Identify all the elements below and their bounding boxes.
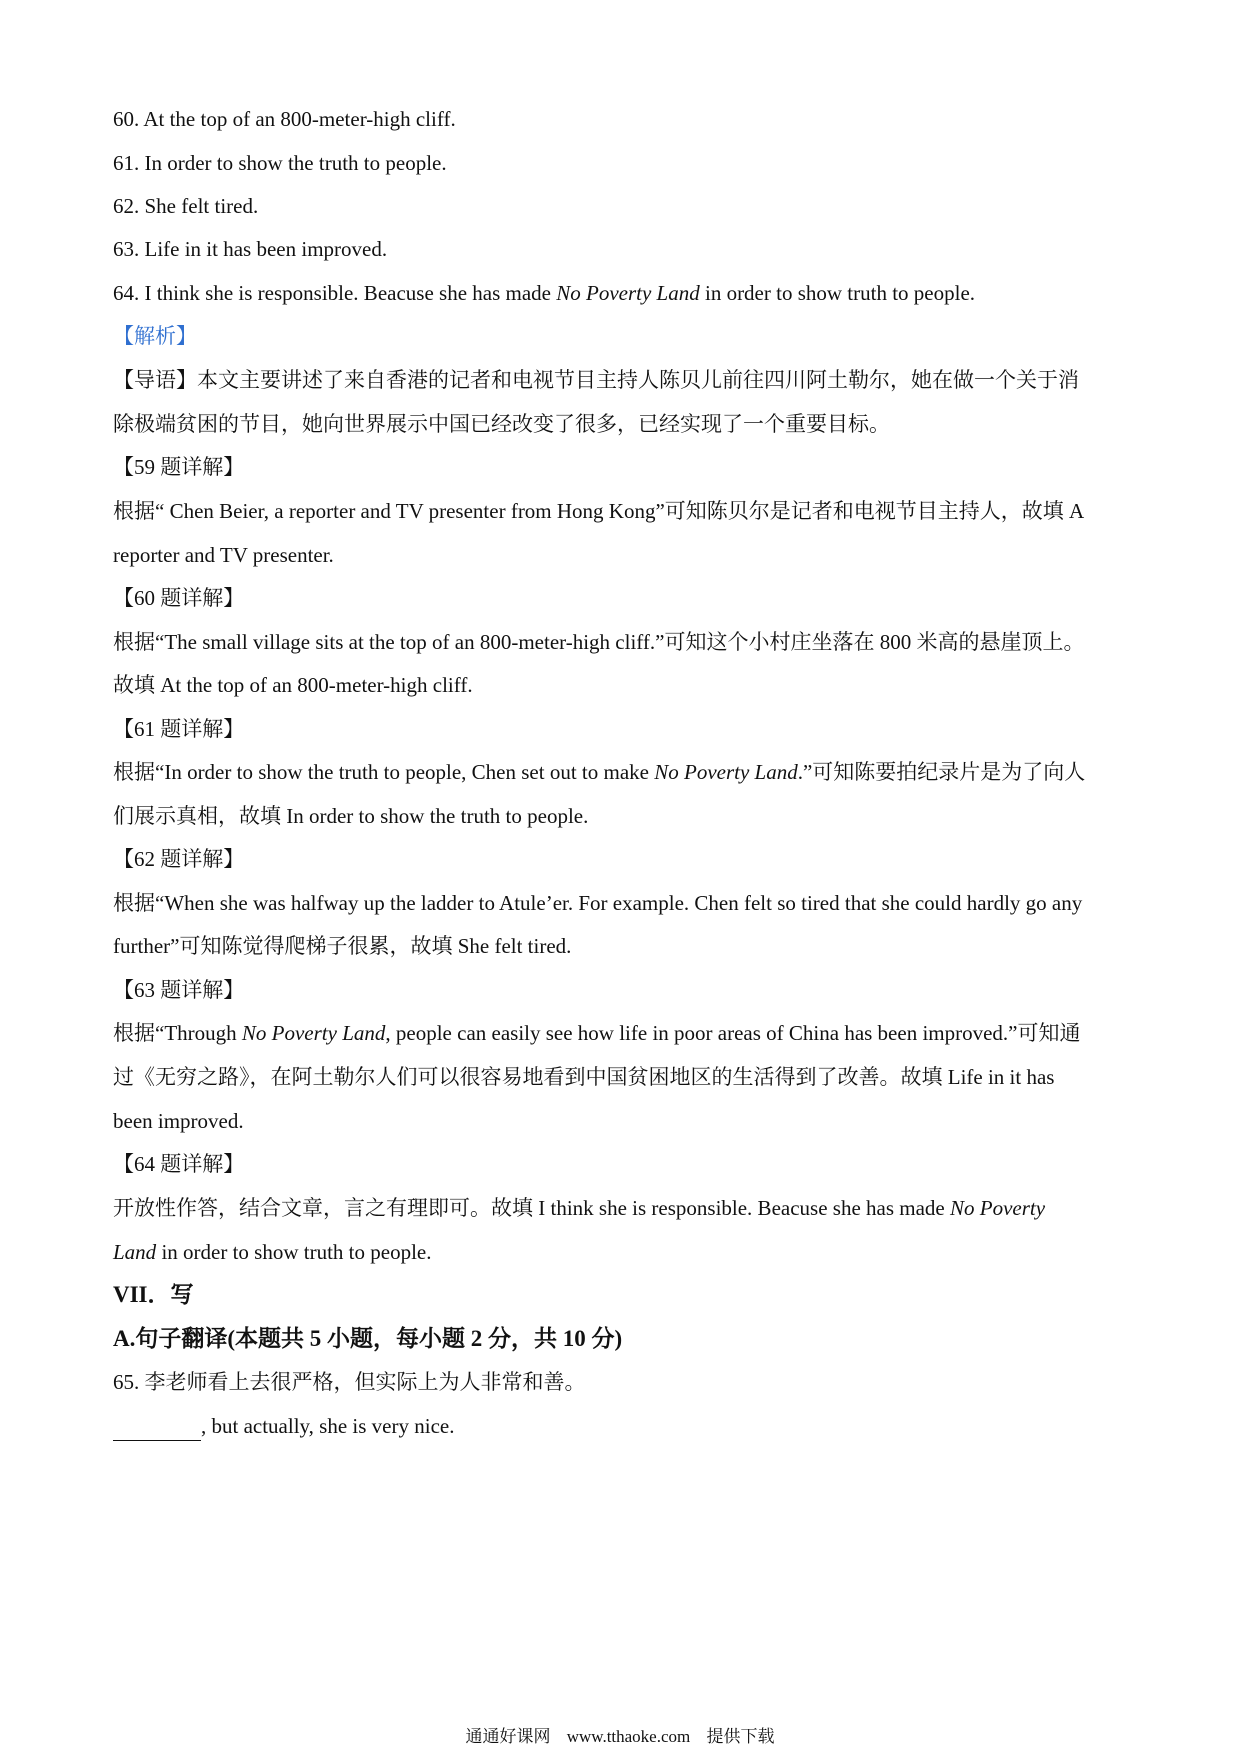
q63-title: 【63 题详解】: [113, 978, 245, 1002]
q59-line-2: reporter and TV presenter.: [113, 543, 334, 567]
answer-60: 60. At the top of an 800-meter-high cliff.: [113, 107, 456, 131]
footer-site-name: 通通好课网: [465, 1727, 551, 1746]
q60-line-2: 故填 At the top of an 800-meter-high cliff.: [113, 673, 473, 697]
intro-line-1: 【导语】本文主要讲述了来自香港的记者和电视节目主持人陈贝儿前往四川阿土勒尔，她在做一个关于消: [113, 368, 1079, 392]
q65-answer-line: , but actually, she is very nice.: [113, 1411, 1133, 1441]
q63-line-1: 根据“Through No Poverty Land, people can easily see how life in poor areas of China has been improved.”可知通: [113, 1021, 1081, 1045]
intro-line-2: 除极端贫困的节目，她向世界展示中国已经改变了很多，已经实现了一个重要目标。: [113, 412, 890, 436]
page-footer: [0, 1726, 1240, 1748]
analysis-label: 【解析】: [113, 324, 197, 348]
q59-title: 【59 题详解】: [113, 455, 245, 479]
q65-prompt: 65. 李老师看上去很严格，但实际上为人非常和善。: [113, 1370, 586, 1394]
q63-line-3: been improved.: [113, 1109, 244, 1133]
q60-title: 【60 题详解】: [113, 586, 245, 610]
answer-blank: [113, 1418, 201, 1441]
q62-title: 【62 题详解】: [113, 847, 245, 871]
answer-61: 61. In order to show the truth to people.: [113, 151, 447, 175]
footer-tail: 提供下载: [706, 1727, 775, 1746]
q64-line-1: 开放性作答，结合文章，言之有理即可。故填 I think she is responsible. Beacuse she has made No Poverty: [113, 1196, 1046, 1220]
q64-line-2: Land in order to show truth to people.: [113, 1240, 432, 1264]
q62-line-1: 根据“When she was halfway up the ladder to Atule’er. For example. Chen felt so tired that she could hardly go any: [113, 891, 1083, 915]
answer-62: 62. She felt tired.: [113, 194, 259, 218]
q59-line-1: 根据“ Chen Beier, a reporter and TV presenter from Hong Kong”可知陈贝尔是记者和电视节目主持人，故填 A: [113, 499, 1085, 523]
section-vii-heading: VII．写: [113, 1282, 194, 1307]
section-a-heading: A.句子翻译(本题共 5 小题，每小题 2 分，共 10 分): [113, 1326, 623, 1351]
q61-line-2: 们展示真相，故填 In order to show the truth to people.: [113, 804, 589, 828]
q63-line-2: 过《无穷之路》，在阿土勒尔人们可以很容易地看到中国贫困地区的生活得到了改善。故填 Life in it has: [113, 1065, 1055, 1089]
footer-url: www.tthaoke.com: [566, 1727, 691, 1746]
q61-title: 【61 题详解】: [113, 717, 245, 741]
answer-63: 63. Life in it has been improved.: [113, 237, 388, 261]
q60-line-1: 根据“The small village sits at the top of an 800-meter-high cliff.”可知这个小村庄坐落在 800 米高的悬崖顶上。: [113, 630, 1085, 654]
q62-line-2: further”可知陈觉得爬梯子很累，故填 She felt tired.: [113, 934, 572, 958]
q61-line-1: 根据“In order to show the truth to people, Chen set out to make No Poverty Land.”可知陈要拍纪录片是为了向人: [113, 760, 1086, 784]
answer-64: 64. I think she is responsible. Beacuse she has made No Poverty Land in order to show truth to people.: [113, 281, 976, 305]
q64-title: 【64 题详解】: [113, 1152, 245, 1176]
